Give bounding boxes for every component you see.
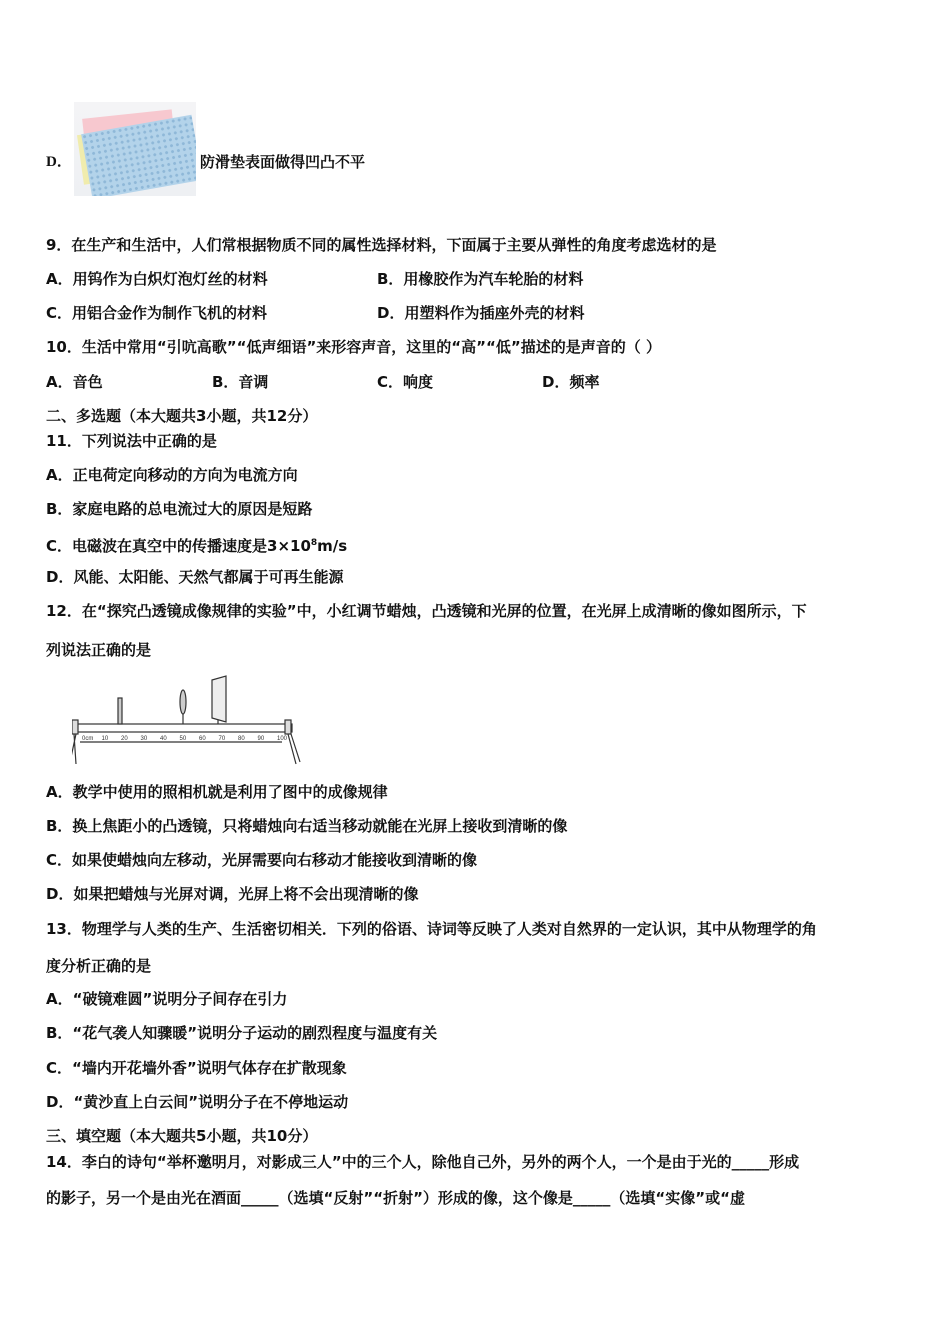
scale-tick-label: 30 xyxy=(140,736,148,742)
scale-tick-label: 80 xyxy=(238,736,245,742)
q12-option-d: D．如果把蜡烛与光屏对调，光屏上将不会出现清晰的像 xyxy=(46,885,419,903)
scale-tick-label: 100 xyxy=(277,736,288,742)
scale-tick-label: 0cm xyxy=(82,736,94,742)
candle xyxy=(118,698,122,724)
q10-option-a: A．音色 xyxy=(46,373,103,391)
q12-stem-line1: 12．在“探究凸透镜成像规律的实验”中，小红调节蜡烛，凸透镜和光屏的位置，在光屏上成清晰的像如图所示，下 xyxy=(46,602,807,620)
q11-option-d: D．风能、太阳能、天然气都属于可再生能源 xyxy=(46,568,344,586)
q9-option-a: A．用钨作为白炽灯泡灯丝的材料 xyxy=(46,270,268,288)
q9-option-c: C．用铝合金作为制作飞机的材料 xyxy=(46,304,268,322)
q8-option-d-label: D． xyxy=(46,154,72,170)
scale-tick-label: 10 xyxy=(101,736,109,742)
q14-line1: 14．李白的诗句“举杯邀明月，对影成三人”中的三个人，除他自己外，另外的两个人，一个是由于光的_____形成 xyxy=(46,1153,800,1171)
q9-option-b: B．用橡胶作为汽车轮胎的材料 xyxy=(377,270,584,288)
scale-tick-label: 20 xyxy=(121,736,128,742)
q13-stem-line2: 度分析正确的是 xyxy=(46,957,152,975)
optical-bench-figure xyxy=(72,672,302,768)
q13-option-a: A．“破镜难圆”说明分子间存在引力 xyxy=(46,990,288,1008)
scale-tick-label: 90 xyxy=(257,736,265,742)
q11-option-c xyxy=(46,533,347,556)
q11-option-a: A．正电荷定向移动的方向为电流方向 xyxy=(46,466,298,484)
q12-option-a: A．教学中使用的照相机就是利用了图中的成像规律 xyxy=(46,783,388,801)
q14-line2: 的影子，另一个是由光在酒面_____（选填“反射”“折射”）形成的像，这个像是_____（选填“实像”或“虚 xyxy=(46,1189,746,1207)
anti-slip-mat-image xyxy=(74,102,196,196)
q11-option-b: B．家庭电路的总电流过大的原因是短路 xyxy=(46,500,313,518)
q10-stem: 10．生活中常用“引吭高歌”“低声细语”来形容声音，这里的“高”“低”描述的是声音的（ ） xyxy=(46,338,661,356)
q12-stem-line2: 列说法正确的是 xyxy=(46,641,152,659)
q12-option-c: C．如果使蜡烛向左移动，光屏需要向右移动才能接收到清晰的像 xyxy=(46,851,478,869)
q12-option-b: B．换上焦距小的凸透镜，只将蜡烛向右适当移动就能在光屏上接收到清晰的像 xyxy=(46,817,568,835)
q10-option-c: C．响度 xyxy=(377,373,434,391)
q10-option-d: D．频率 xyxy=(542,373,600,391)
scale-tick-label: 50 xyxy=(179,736,187,742)
q9-option-d: D．用塑料作为插座外壳的材料 xyxy=(377,304,585,322)
q13-option-c: C．“墙内开花墙外香”说明气体存在扩散现象 xyxy=(46,1059,347,1077)
q11-c-unit: m/s xyxy=(317,537,348,555)
q13-option-d: D．“黄沙直上白云间”说明分子在不停地运动 xyxy=(46,1093,349,1111)
light-screen xyxy=(212,676,226,722)
q10-option-b: B．音调 xyxy=(212,373,269,391)
scale-tick-label: 70 xyxy=(218,736,226,742)
scale-tick-label: 40 xyxy=(160,736,167,742)
convex-lens xyxy=(180,690,186,714)
section-3-heading: 三、填空题（本大题共5小题，共10分） xyxy=(46,1127,318,1145)
q9-stem: 9．在生产和生活中，人们常根据物质不同的属性选择材料，下面属于主要从弹性的角度考虑选材的是 xyxy=(46,236,717,254)
section-2-heading: 二、多选题（本大题共3小题，共12分） xyxy=(46,407,318,425)
scale-tick-label: 60 xyxy=(199,736,206,742)
q8-option-d-text: 防滑垫表面做得凹凸不平 xyxy=(200,153,366,171)
q11-c-exponent: 8 xyxy=(310,538,318,548)
q11-stem: 11．下列说法中正确的是 xyxy=(46,432,217,450)
bench-rail xyxy=(74,724,292,732)
q13-option-b: B．“花气袭人知骤暖”说明分子运动的剧烈程度与温度有关 xyxy=(46,1024,438,1042)
q13-stem-line1: 13．物理学与人类的生产、生活密切相关．下列的俗语、诗词等反映了人类对自然界的一定认识，其中从物理学的角 xyxy=(46,920,817,938)
q11-c-text: C．电磁波在真空中的传播速度是3×10 xyxy=(46,537,311,555)
